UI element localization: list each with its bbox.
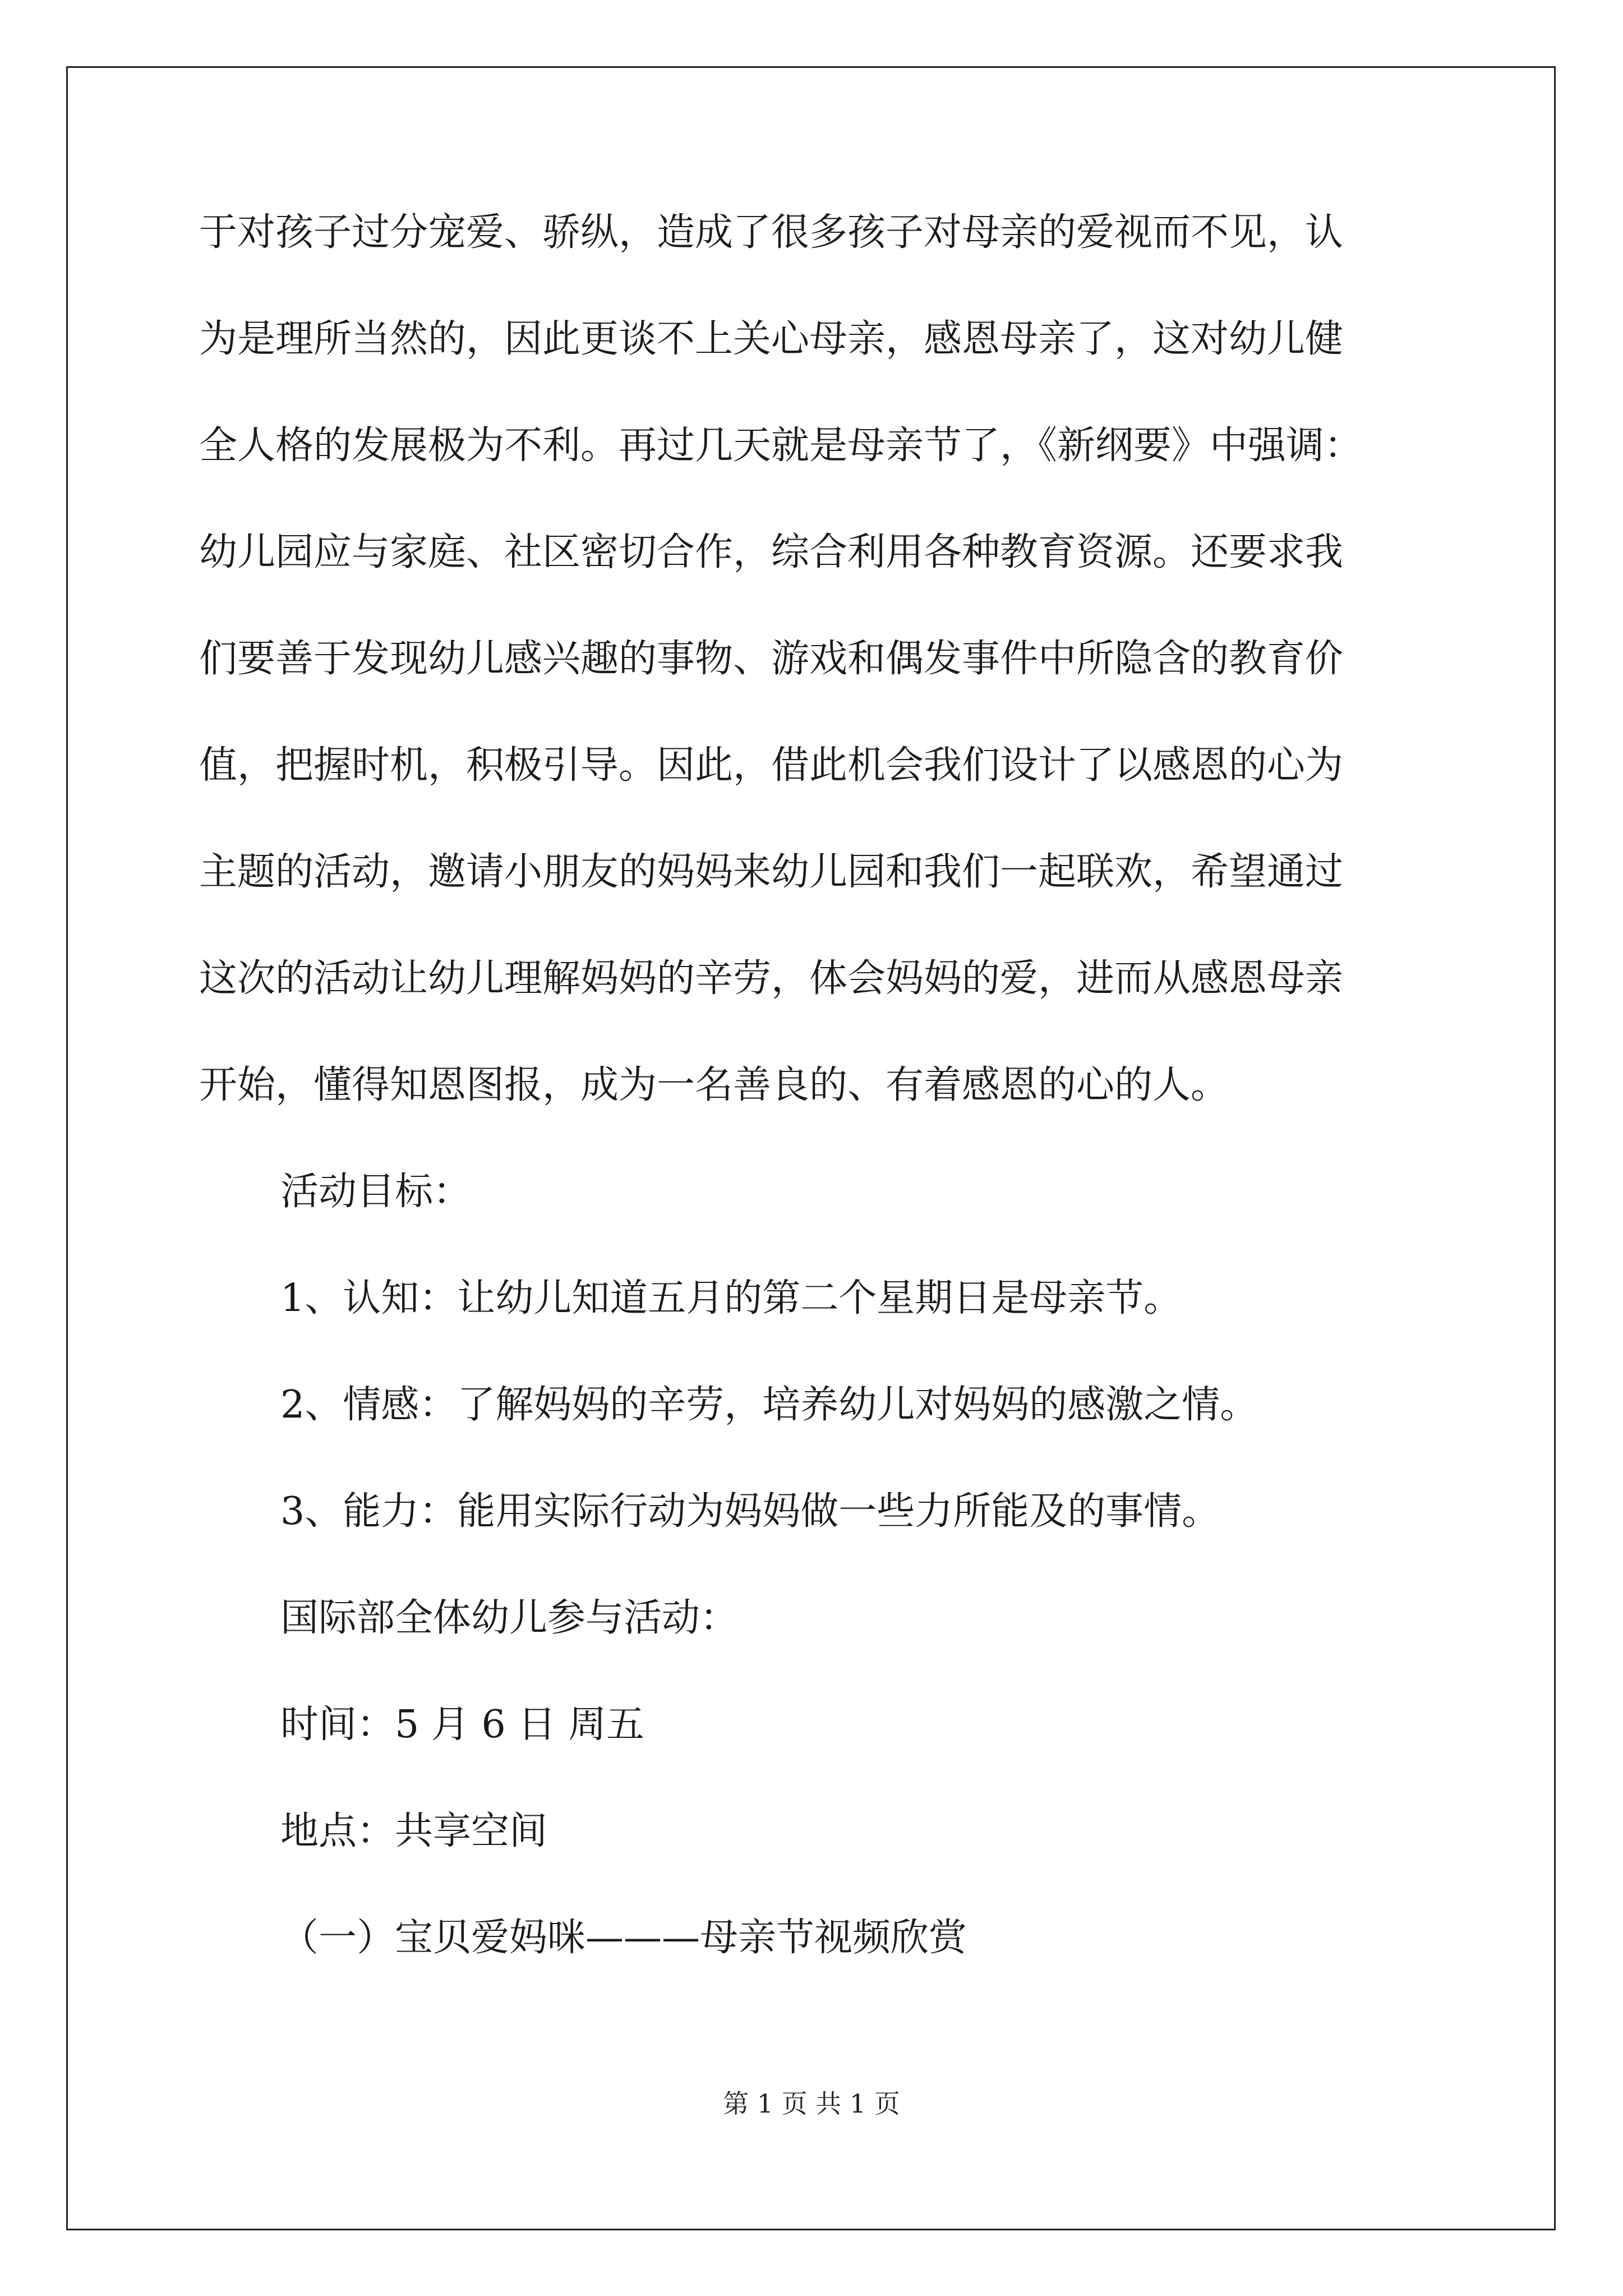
paragraph-line: 全人格的发展极为不利。再过几天就是母亲节了，《新纲要》中强调： — [199, 424, 1363, 468]
location-line: 地点：共享空间 — [280, 1809, 548, 1853]
document-body — [199, 210, 1455, 1960]
paragraph-line: 开始，懂得知恩图报，成为一名善良的、有着感恩的心的人。 — [199, 1063, 1229, 1107]
paragraph-line: 幼儿园应与家庭、社区密切合作，综合利用各种教育资源。还要求我 — [199, 530, 1344, 574]
time-line: 时间：5 月 6 日 周五 — [280, 1703, 644, 1747]
page-number-footer: 第 1 页 共 1 页 — [723, 2088, 900, 2119]
goals-heading: 活动目标： — [280, 1170, 472, 1214]
paragraph-line: 值，把握时机，积极引导。因此，借此机会我们设计了以感恩的心为 — [199, 743, 1344, 788]
participants-line: 国际部全体幼儿参与活动： — [280, 1596, 739, 1640]
goal-item: 1、认知：让幼儿知道五月的第二个星期日是母亲节。 — [280, 1276, 1182, 1320]
paragraph-line: 主题的活动，邀请小朋友的妈妈来幼儿园和我们一起联欢，希望通过 — [199, 850, 1344, 894]
section-heading: （一）宝贝爱妈咪———母亲节视频欣赏 — [280, 1916, 967, 1960]
goal-item: 3、能力：能用实际行动为妈妈做一些力所能及的事情。 — [280, 1489, 1220, 1534]
paragraph-line: 这次的活动让幼儿理解妈妈的辛劳，体会妈妈的爱，进而从感恩母亲 — [199, 956, 1344, 1001]
paragraph-line: 为是理所当然的，因此更谈不上关心母亲，感恩母亲了，这对幼儿健 — [199, 317, 1344, 361]
goal-item: 2、情感：了解妈妈的辛劳，培养幼儿对妈妈的感激之情。 — [280, 1383, 1258, 1427]
paragraph-line: 于对孩子过分宠爱、骄纵，造成了很多孩子对母亲的爱视而不见，认 — [199, 210, 1344, 255]
paragraph-line: 们要善于发现幼儿感兴趣的事物、游戏和偶发事件中所隐含的教育价 — [199, 637, 1344, 681]
